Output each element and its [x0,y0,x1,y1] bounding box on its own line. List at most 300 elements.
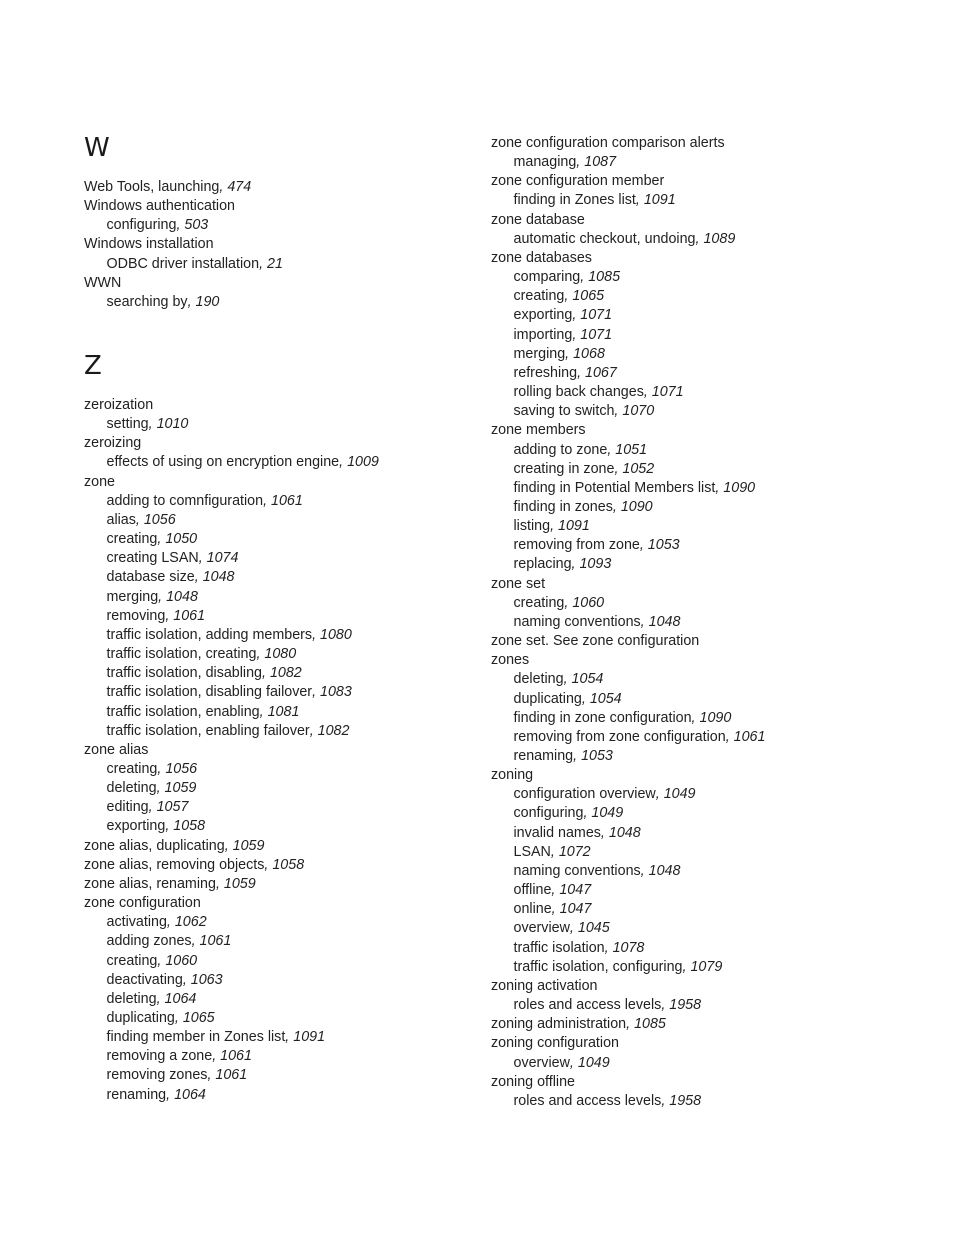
index-entry [491,632,931,651]
index-subentry [491,326,931,345]
page-number: 1072 [558,843,591,860]
page-number-link[interactable]: , 21 [259,255,283,272]
section-letter-z: Z [84,351,102,381]
page-number: 1080 [264,646,297,663]
index-subentry [84,588,484,607]
page-number-link[interactable]: , 1057 [148,799,189,816]
entry-term: removing zones [106,1067,208,1084]
page-number-link[interactable]: , 1054 [563,671,604,688]
page-number-link[interactable]: , 1091 [635,192,676,209]
page-number: 1065 [182,1010,215,1026]
page-number-link[interactable]: , 1048 [158,588,198,605]
entry-term: roles and access levels [513,1092,662,1109]
index-subentry [491,881,931,900]
index-entry [84,837,484,856]
index-subentry [84,568,484,587]
entry-term: database size [106,569,195,586]
page-number: 474 [227,179,252,195]
page-number-link[interactable]: , 1061 [165,607,206,624]
index-subentry [491,191,931,210]
page-number-link[interactable]: , 1049 [583,805,624,822]
page-number-link[interactable]: , 1085 [626,1016,666,1033]
page-number: 1081 [267,703,300,720]
entry-term: creating [513,288,565,305]
entry-term: renaming [513,748,574,764]
index-entry [84,741,484,760]
page-number-link[interactable]: , 1065 [564,288,605,305]
index-subentry [491,843,931,862]
page-number-link[interactable]: , 1049 [569,1054,610,1071]
entry-term: deactivating [106,971,183,988]
entry-term: finding in Potential Members list [513,479,716,496]
page-number-link[interactable]: , 1065 [174,1010,215,1026]
page-number-link[interactable]: , 503 [176,217,209,234]
index-subentry [84,703,484,722]
page-number-link[interactable]: , 1047 [551,882,592,899]
section-letter-w: W [84,133,110,163]
page-number: 1049 [591,805,624,822]
entry-term: finding member in Zones list [106,1029,286,1046]
entry-term: effects of using on encryption engine [106,454,340,471]
page-number-link[interactable]: , 1049 [655,786,696,803]
page-number-link[interactable]: , 1958 [661,1092,702,1109]
page-number: 1061 [733,728,766,745]
page-number-link[interactable]: , 1090 [715,479,756,496]
index-entry [491,211,931,230]
entry-term: zoning activation [491,977,598,994]
page-number: 21 [267,255,283,272]
index-subentry [84,722,484,741]
index-subentry [84,932,484,951]
entry-term: traffic isolation, configuring [513,958,683,975]
entry-term: deleting [106,780,157,797]
page-number: 1048 [202,569,235,586]
page-number: 1068 [573,345,605,362]
entry-term: configuring [513,805,584,822]
page-number-link[interactable]: , 1085 [580,269,621,286]
page-number-link[interactable]: , 1079 [682,958,723,975]
entry-term: adding to comnfiguration [106,492,264,509]
entry-term: finding in Zones list [513,192,636,209]
entry-term: naming conventions [513,862,641,879]
page-number-link[interactable]: , 1053 [573,748,613,764]
entry-term: automatic checkout, undoing [513,230,696,247]
page-number: 1049 [577,1054,610,1071]
entry-term: traffic isolation, disabling [106,665,262,682]
page-number-link[interactable]: , 1093 [571,556,612,573]
page-number-link[interactable]: , 1048 [600,824,641,841]
page-number: 1053 [581,748,613,764]
page-number: 1047 [559,901,592,918]
entry-term: refreshing [513,364,578,381]
page-number: 1049 [663,786,696,803]
entry-term: managing [513,154,577,171]
entry-term: deleting [106,990,157,1007]
index-subentry [491,498,931,517]
index-entry [84,235,484,254]
index-list-z [84,396,484,1105]
page-number-link[interactable]: , 1047 [551,901,592,918]
index-subentry [491,996,931,1015]
index-subentry [491,536,931,555]
page-number: 1056 [143,511,176,528]
page-number-link[interactable]: , 1091 [550,518,590,535]
page-number: 1065 [572,288,605,305]
index-entry [84,856,484,875]
entry-term: merging [106,588,159,605]
index-subentry [84,817,484,836]
page-number: 1048 [166,588,198,605]
entry-term: exporting [513,307,573,324]
page-number-link[interactable]: , 1051 [607,441,648,458]
index-subentry [491,919,931,938]
page-number: 1061 [220,1048,252,1065]
entry-term: traffic isolation, adding members [106,626,313,643]
page-number-link[interactable]: , 1068 [565,345,605,362]
page-number: 1070 [622,403,655,420]
entry-term: ODBC driver installation [106,255,260,272]
entry-term: offline [513,882,552,899]
entry-term: zoning administration [491,1016,627,1033]
page-number-link[interactable]: , 1071 [572,326,613,343]
page-number: 1071 [580,307,613,324]
page-number-link[interactable]: , 1060 [564,594,605,611]
index-subentry [84,1009,484,1028]
index-subentry [491,670,931,689]
index-subentry [84,549,484,568]
page-number-link[interactable]: , 1080 [312,626,352,643]
page-number: 1091 [643,192,676,209]
page-number-link[interactable]: , 1060 [157,952,198,969]
index-entry [84,434,484,453]
entry-term: configuring [106,217,177,234]
page-number: 1958 [669,997,702,1014]
index-entry [491,421,931,440]
page-number-link[interactable]: , 1064 [156,990,197,1007]
entry-term: naming conventions [513,613,641,630]
entry-term: rolling back changes [513,384,644,401]
page-number-link[interactable]: , 1061 [263,492,303,509]
index-entry [491,1034,931,1053]
page-number-link[interactable]: , 1048 [194,569,235,586]
index-subentry [491,287,931,306]
entry-term: zoning configuration [491,1035,619,1052]
page-number-link[interactable]: , 1048 [640,613,681,630]
page-number: 1085 [634,1016,666,1033]
entry-term: adding zones [106,933,192,950]
entry-term: zone alias, duplicating [84,837,225,854]
page-number-link[interactable]: , 1059 [215,875,256,892]
page-number: 1060 [165,952,198,969]
index-subentry [491,594,931,613]
page-number-link[interactable]: , 1074 [198,550,239,567]
page-number-link[interactable]: , 1090 [612,498,653,515]
page-number-link[interactable]: , 1082 [262,665,302,682]
page-number-link[interactable]: , 1054 [581,690,622,707]
entry-term: editing [106,799,149,816]
page-number: 1047 [559,882,592,899]
index-subentry [491,383,931,402]
index-subentry [84,952,484,971]
page-number: 1078 [612,939,645,956]
page-number: 1083 [320,684,352,701]
index-subentry [491,862,931,881]
entry-term: zone members [491,422,586,439]
index-subentry [491,517,931,536]
index-subentry [491,824,931,843]
entry-term: traffic isolation [513,939,605,956]
page-number: 1059 [164,780,197,797]
page-number-link[interactable]: , 1087 [576,154,617,171]
page-number-link[interactable]: , 1061 [725,728,766,745]
page-number-link[interactable]: , 1050 [157,531,198,548]
entry-term: creating LSAN [106,550,199,567]
page-number: 1958 [669,1092,702,1109]
entry-term: activating [106,914,167,931]
page-number-link[interactable]: , 1071 [572,307,613,324]
page-number-link[interactable]: , 1058 [165,818,206,835]
page-number: 1010 [156,416,189,433]
page-number: 1052 [622,460,655,477]
page-number: 1062 [174,914,207,931]
page-number-link[interactable]: , 1009 [339,454,379,471]
entry-term: zeroizing [84,435,142,452]
page-number: 1059 [223,875,256,892]
page-number-link[interactable]: , 1089 [695,230,736,247]
entry-term: duplicating [106,1010,175,1026]
index-subentry [491,153,931,172]
entry-term: creating [106,760,158,777]
index-subentry [84,798,484,817]
entry-term: removing a zone [106,1048,213,1065]
index-subentry [84,779,484,798]
entry-term: adding to zone [513,441,608,458]
index-subentry [491,1092,931,1111]
page-number-link[interactable]: , 1958 [661,997,702,1014]
entry-term: WWN [84,274,122,291]
index-subentry [84,415,484,434]
index-subentry [84,1086,484,1105]
entry-term: setting [106,416,149,433]
entry-term: LSAN [513,843,551,860]
page-number-link[interactable]: , 1061 [191,933,232,950]
index-subentry [84,293,484,312]
index-entry [491,575,931,594]
page-number: 1054 [571,671,604,688]
index-subentry [491,958,931,977]
index-subentry [84,664,484,683]
entry-term: listing [513,518,551,535]
index-subentry [491,613,931,632]
entry-term: zone set. See zone configuration [491,633,700,650]
entry-term: comparing [513,269,581,286]
page-number-link[interactable]: , 1071 [643,384,684,401]
page-number: 1058 [272,856,305,873]
index-entry [491,1073,931,1092]
entry-term: merging [513,345,566,362]
entry-term: zone databases [491,249,592,266]
entry-term: removing from zone configuration [513,728,726,745]
entry-term: traffic isolation, creating [106,646,257,663]
entry-term: zone alias, removing objects [84,856,265,873]
entry-term: alias [106,511,136,528]
page-number: 1085 [588,269,621,286]
page-number-link[interactable]: , 1052 [614,460,655,477]
page-number-link[interactable]: , 1081 [259,703,300,720]
page-number-link[interactable]: , 1078 [604,939,645,956]
index-subentry [491,747,931,766]
page-number-link[interactable]: , 1059 [156,780,197,797]
index-subentry [491,1054,931,1073]
page-number-link[interactable]: , 1061 [212,1048,252,1065]
page-number: 1080 [320,626,352,643]
page-number: 1058 [173,818,206,835]
page-number-link[interactable]: , 474 [219,179,252,195]
page-number: 1090 [699,709,732,726]
index-entry [491,766,931,785]
entry-term: zone configuration comparison alerts [491,135,725,151]
index-list-w [84,178,484,312]
page-number-link[interactable]: , 1090 [691,709,732,726]
entry-term: overview [513,920,570,937]
page-number: 1090 [620,498,653,515]
entry-term: zone [84,473,116,490]
page-number: 1060 [572,594,605,611]
index-subentry [491,785,931,804]
index-subentry [84,971,484,990]
index-subentry [491,230,931,249]
page-number-link[interactable]: , 1048 [640,862,681,879]
index-entry [491,1015,931,1034]
index-subentry [491,728,931,747]
page-number: 1061 [271,492,303,509]
index-subentry [84,453,484,472]
entry-term: configuration overview [513,786,656,803]
entry-term: traffic isolation, enabling failover [106,722,310,739]
entry-term: finding in zone configuration [513,709,692,726]
page-number-link[interactable]: , 1070 [614,403,655,420]
entry-term: Windows authentication [84,198,235,215]
index-subentry [491,939,931,958]
entry-term: zone database [491,211,585,228]
page-number-link[interactable]: , 1082 [309,722,350,739]
index-subentry [84,492,484,511]
page-number-link[interactable]: , 1058 [264,856,305,873]
index-subentry [491,345,931,364]
entry-term: online [513,901,552,918]
page-number: 1009 [347,454,379,471]
index-entry [84,274,484,293]
page-number: 1071 [580,326,613,343]
page-number-link[interactable]: , 1063 [182,971,223,988]
index-list-z-continued [491,134,931,1111]
index-subentry [491,709,931,728]
index-subentry [84,511,484,530]
page-number-link[interactable]: , 1062 [166,914,207,931]
page-number: 1089 [703,230,736,247]
page-number-link[interactable]: , 1072 [550,843,591,860]
page-number: 1090 [723,479,756,496]
index-subentry [84,1066,484,1085]
index-subentry [491,268,931,287]
entry-term: deleting [513,671,564,688]
index-entry [491,977,931,996]
page-number-link[interactable]: , 1056 [157,760,198,777]
index-entry [491,134,931,153]
index-subentry [491,804,931,823]
page-number: 1082 [269,665,302,682]
index-entry [491,249,931,268]
entry-term: renaming [106,1086,167,1103]
page-number-link[interactable]: , 1010 [148,416,189,433]
index-subentry [491,690,931,709]
entry-term: removing [106,607,166,624]
page-number: 503 [184,217,209,234]
entry-term: saving to switch [513,403,615,420]
page-number-link[interactable]: , 1056 [135,511,176,528]
index-subentry [84,216,484,235]
index-entry [84,894,484,913]
index-subentry [84,645,484,664]
index-subentry [84,530,484,549]
page-number: 1061 [173,607,206,624]
entry-term: finding in zones [513,498,613,515]
entry-term: creating [513,594,565,611]
page-number-link[interactable]: , 190 [187,293,220,310]
entry-term: exporting [106,818,166,835]
page-number: 1091 [293,1029,326,1046]
entry-term: duplicating [513,690,582,707]
entry-term: invalid names [513,824,601,841]
entry-term: overview [513,1054,570,1071]
page-number-link[interactable]: , 1083 [312,684,352,701]
page-number-link[interactable]: , 1080 [256,646,297,663]
entry-term: importing [513,326,573,343]
page-number-link[interactable]: , 1067 [577,364,617,381]
index-subentry [491,306,931,325]
entry-term: removing from zone [513,537,640,554]
page-number: 1056 [165,760,198,777]
page-number: 1051 [615,441,648,458]
page-number-link[interactable]: , 1059 [224,837,265,854]
page-number-link[interactable]: , 1064 [166,1086,206,1103]
entry-term: traffic isolation, enabling [106,703,260,720]
index-subentry [491,441,931,460]
page-number-link[interactable]: , 1053 [639,537,680,554]
index-subentry [491,460,931,479]
page-number-link[interactable]: , 1045 [569,920,610,937]
page-number: 1074 [206,550,239,567]
page-number-link[interactable]: , 1091 [285,1029,326,1046]
index-subentry [84,607,484,626]
entry-term: creating [106,531,158,548]
page-number: 1063 [190,971,223,988]
entry-term: searching by [106,293,188,310]
entry-term: roles and access levels [513,997,662,1014]
page-number: 1045 [577,920,610,937]
entry-term: zoning offline [491,1073,575,1090]
index-subentry [84,1028,484,1047]
index-subentry [491,555,931,574]
page-number: 1071 [651,384,684,401]
page-number-link[interactable]: , 1061 [207,1067,248,1084]
index-subentry [84,1047,484,1066]
page-number: 1054 [589,690,622,707]
page-number: 1048 [608,824,641,841]
page-number: 1048 [648,862,681,879]
page-number: 1064 [164,990,197,1007]
page-number: 1053 [647,537,680,554]
